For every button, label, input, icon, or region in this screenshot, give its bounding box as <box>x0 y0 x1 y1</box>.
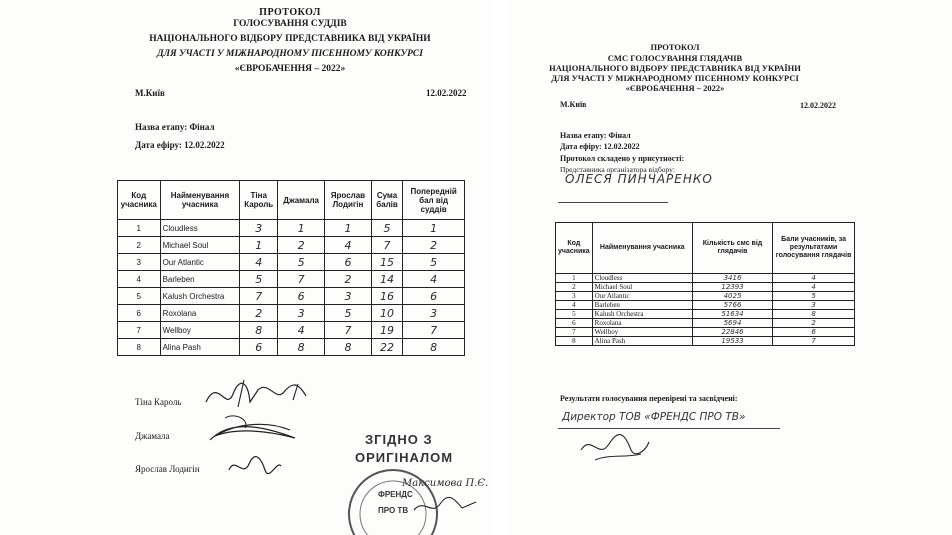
cell-participant: Alina Pash <box>160 339 240 356</box>
header-prev-score: Попередній бал від суддів <box>403 181 465 220</box>
cell-participant: Kalush Orchestra <box>160 288 240 305</box>
cell-judge-2: 1 <box>278 220 325 237</box>
table-header-row <box>556 223 855 274</box>
cell-code: 2 <box>118 237 161 254</box>
cell-judge-1: 8 <box>240 322 278 339</box>
cell-prev-score: 3 <box>403 305 465 322</box>
cell-judge-1: 5 <box>240 271 278 288</box>
cell-participant: Barleben <box>592 301 692 310</box>
air-date-label: Дата ефіру: 12.02.2022 <box>135 140 225 150</box>
table-row <box>118 339 465 356</box>
table-row <box>118 288 465 305</box>
cell-code: 4 <box>556 301 593 310</box>
stage-label: Назва етапу: Фінал <box>560 131 631 140</box>
header-code: Код учасника <box>556 223 593 274</box>
notary-signature <box>410 494 480 519</box>
cell-judge-2: 6 <box>278 288 325 305</box>
air-date-label: Дата ефіру: 12.02.2022 <box>560 142 640 151</box>
stage-label: Назва етапу: Фінал <box>135 122 215 132</box>
judge-name-3: Ярослав Лодигін <box>135 464 200 474</box>
cell-participant: Our Atlantic <box>592 292 692 301</box>
cell-sum: 16 <box>371 288 402 305</box>
sms-protocol-title: ПРОТОКОЛ <box>650 42 700 52</box>
cell-code: 5 <box>556 310 593 319</box>
cell-sms-count: 51634 <box>692 310 772 319</box>
cell-viewer-score: 5 <box>773 292 855 301</box>
cell-prev-score: 7 <box>403 322 465 339</box>
cell-sum: 10 <box>371 305 402 322</box>
judges-protocol-line3: «ЄВРОБАЧЕННЯ – 2022» <box>234 64 346 74</box>
cell-judge-3: 3 <box>325 288 372 305</box>
cell-judge-2: 2 <box>278 237 325 254</box>
cell-sms-count: 5694 <box>692 319 772 328</box>
cell-prev-score: 2 <box>403 237 465 254</box>
page-divider <box>490 0 510 535</box>
cell-code: 1 <box>556 274 593 283</box>
judge-name-1: Тіна Кароль <box>135 397 182 407</box>
cell-judge-1: 4 <box>240 254 278 271</box>
judges-protocol-line1: НАЦІОНАЛЬНОГО ВІДБОРУ ПРЕДСТАВНИКА ВІД УКРАЇНИ <box>149 34 431 44</box>
table-row <box>556 310 855 319</box>
table-row <box>118 322 465 339</box>
cell-judge-1: 6 <box>240 339 278 356</box>
director-signature <box>575 430 655 466</box>
cell-viewer-score: 4 <box>773 283 855 292</box>
cell-sum: 19 <box>371 322 402 339</box>
organizer-label: Представника організатора відбору: <box>560 165 675 174</box>
cell-judge-3: 7 <box>325 322 372 339</box>
table-row <box>118 254 465 271</box>
stamp-line-2: ОРИГІНАЛОМ <box>355 450 454 465</box>
protocol-date: 12.02.2022 <box>426 88 467 98</box>
table-header-row <box>118 181 465 220</box>
cell-judge-3: 5 <box>325 305 372 322</box>
cell-prev-score: 6 <box>403 288 465 305</box>
judge-name-2: Джамала <box>135 431 170 441</box>
cell-viewer-score: 4 <box>773 274 855 283</box>
cell-sms-count: 3416 <box>692 274 772 283</box>
header-participant: Найменування учасника <box>160 181 240 220</box>
header-judge-2: Джамала <box>278 181 325 220</box>
judges-protocol-line2: ДЛЯ УЧАСТІ У МІЖНАРОДНОМУ ПІСЕННОМУ КОНКУРСІ <box>157 49 423 59</box>
header-sms-count: Кількість смс від глядачів <box>692 223 772 274</box>
sms-table <box>555 222 855 346</box>
cell-sms-count: 5766 <box>692 301 772 310</box>
cell-participant: Barleben <box>160 271 240 288</box>
sms-protocol-line3: «ЄВРОБАЧЕННЯ – 2022» <box>625 83 725 93</box>
cell-code: 7 <box>118 322 161 339</box>
cell-prev-score: 1 <box>403 220 465 237</box>
table-row <box>556 283 855 292</box>
cell-judge-1: 7 <box>240 288 278 305</box>
cell-viewer-score: 2 <box>773 319 855 328</box>
cell-sum: 7 <box>371 237 402 254</box>
table-row <box>556 274 855 283</box>
header-participant: Найменування учасника <box>592 223 692 274</box>
cell-viewer-score: 3 <box>773 301 855 310</box>
cell-judge-3: 8 <box>325 339 372 356</box>
cell-code: 6 <box>556 319 593 328</box>
cell-code: 2 <box>556 283 593 292</box>
cell-sms-count: 4025 <box>692 292 772 301</box>
header-code: Код учасника <box>118 181 161 220</box>
cell-judge-1: 3 <box>240 220 278 237</box>
signature-judge-2 <box>205 410 305 450</box>
cell-judge-2: 7 <box>278 271 325 288</box>
sms-protocol-line1: НАЦІОНАЛЬНОГО ВІДБОРУ ПРЕДСТАВНИКА ВІД УКРАЇНИ <box>549 63 801 73</box>
cell-participant: Cloudless <box>592 274 692 283</box>
table-row <box>118 271 465 288</box>
header-sum: Сума балів <box>371 181 402 220</box>
cell-viewer-score: 7 <box>773 337 855 346</box>
city: М.Київ <box>135 88 165 98</box>
cell-code: 7 <box>556 328 593 337</box>
cell-sum: 22 <box>371 339 402 356</box>
table-row <box>556 292 855 301</box>
header-judge-3: Ярослав Лодигін <box>325 181 372 220</box>
protocol-date: 12.02.2022 <box>800 101 836 110</box>
cell-judge-3: 2 <box>325 271 372 288</box>
cell-prev-score: 4 <box>403 271 465 288</box>
cell-participant: Wellboy <box>592 328 692 337</box>
cell-sms-count: 12393 <box>692 283 772 292</box>
signature-judge-3 <box>225 452 285 482</box>
cell-viewer-score: 6 <box>773 328 855 337</box>
sms-protocol-subtitle: СМС ГОЛОСУВАННЯ ГЛЯДАЧІВ <box>607 53 743 63</box>
cell-participant: Alina Pash <box>592 337 692 346</box>
stamp-line-1: ЗГІДНО З <box>365 432 433 447</box>
city: М.Київ <box>560 100 587 109</box>
presence-label: Протокол складено у присутності: <box>560 154 685 163</box>
cell-code: 1 <box>118 220 161 237</box>
results-certified-label: Результати голосування перевірені та засвідчені: <box>560 394 738 403</box>
cell-code: 6 <box>118 305 161 322</box>
table-row <box>118 305 465 322</box>
cell-participant: Roxolana <box>592 319 692 328</box>
cell-judge-1: 1 <box>240 237 278 254</box>
cell-code: 8 <box>118 339 161 356</box>
seal-text-1: ФРЕНДС <box>378 490 413 499</box>
cell-participant: Wellboy <box>160 322 240 339</box>
cell-participant: Cloudless <box>160 220 240 237</box>
cell-judge-3: 1 <box>325 220 372 237</box>
cell-participant: Michael Soul <box>592 283 692 292</box>
header-judge-1: Тіна Кароль <box>240 181 278 220</box>
organizer-handwriting: ОЛЕСЯ ПИНЧАРЕНКО <box>565 172 713 186</box>
table-row <box>556 328 855 337</box>
cell-judge-2: 5 <box>278 254 325 271</box>
cell-participant: Michael Soul <box>160 237 240 254</box>
table-row <box>556 301 855 310</box>
cell-code: 4 <box>118 271 161 288</box>
cell-judge-3: 6 <box>325 254 372 271</box>
cell-sum: 5 <box>371 220 402 237</box>
cell-sms-count: 22846 <box>692 328 772 337</box>
cell-judge-2: 3 <box>278 305 325 322</box>
judges-protocol-title: ПРОТОКОЛ <box>259 7 321 18</box>
cell-sum: 14 <box>371 271 402 288</box>
cell-prev-score: 8 <box>403 339 465 356</box>
cell-participant: Roxolana <box>160 305 240 322</box>
seal-text-2: ПРО ТВ <box>378 506 409 515</box>
table-row <box>556 319 855 328</box>
cell-code: 3 <box>556 292 593 301</box>
table-row <box>118 220 465 237</box>
cell-viewer-score: 8 <box>773 310 855 319</box>
judges-protocol-subtitle: ГОЛОСУВАННЯ СУДДІВ <box>233 19 347 29</box>
cell-judge-3: 4 <box>325 237 372 254</box>
cell-sms-count: 19533 <box>692 337 772 346</box>
table-row <box>118 237 465 254</box>
cell-participant: Our Atlantic <box>160 254 240 271</box>
table-row <box>556 337 855 346</box>
cell-participant: Kalush Orchestra <box>592 310 692 319</box>
cell-judge-1: 2 <box>240 305 278 322</box>
cell-code: 3 <box>118 254 161 271</box>
cell-sum: 15 <box>371 254 402 271</box>
cell-judge-2: 8 <box>278 339 325 356</box>
director-signature-line <box>558 428 780 429</box>
header-viewer-score: Бали учасників, за результатами голосування глядачів <box>773 223 855 274</box>
cell-code: 5 <box>118 288 161 305</box>
cell-prev-score: 5 <box>403 254 465 271</box>
cell-code: 8 <box>556 337 593 346</box>
director-handwriting: Директор ТОВ «ФРЕНДС ПРО ТВ» <box>562 411 746 423</box>
notary-handwriting: Максимова П.Є. <box>402 478 489 489</box>
sms-protocol-page <box>510 0 952 535</box>
judges-table <box>117 180 465 356</box>
sms-protocol-line2: ДЛЯ УЧАСТІ У МІЖНАРОДНОМУ ПІСЕННОМУ КОНКУРСІ <box>551 73 799 83</box>
cell-judge-2: 4 <box>278 322 325 339</box>
signature-line <box>558 202 668 203</box>
